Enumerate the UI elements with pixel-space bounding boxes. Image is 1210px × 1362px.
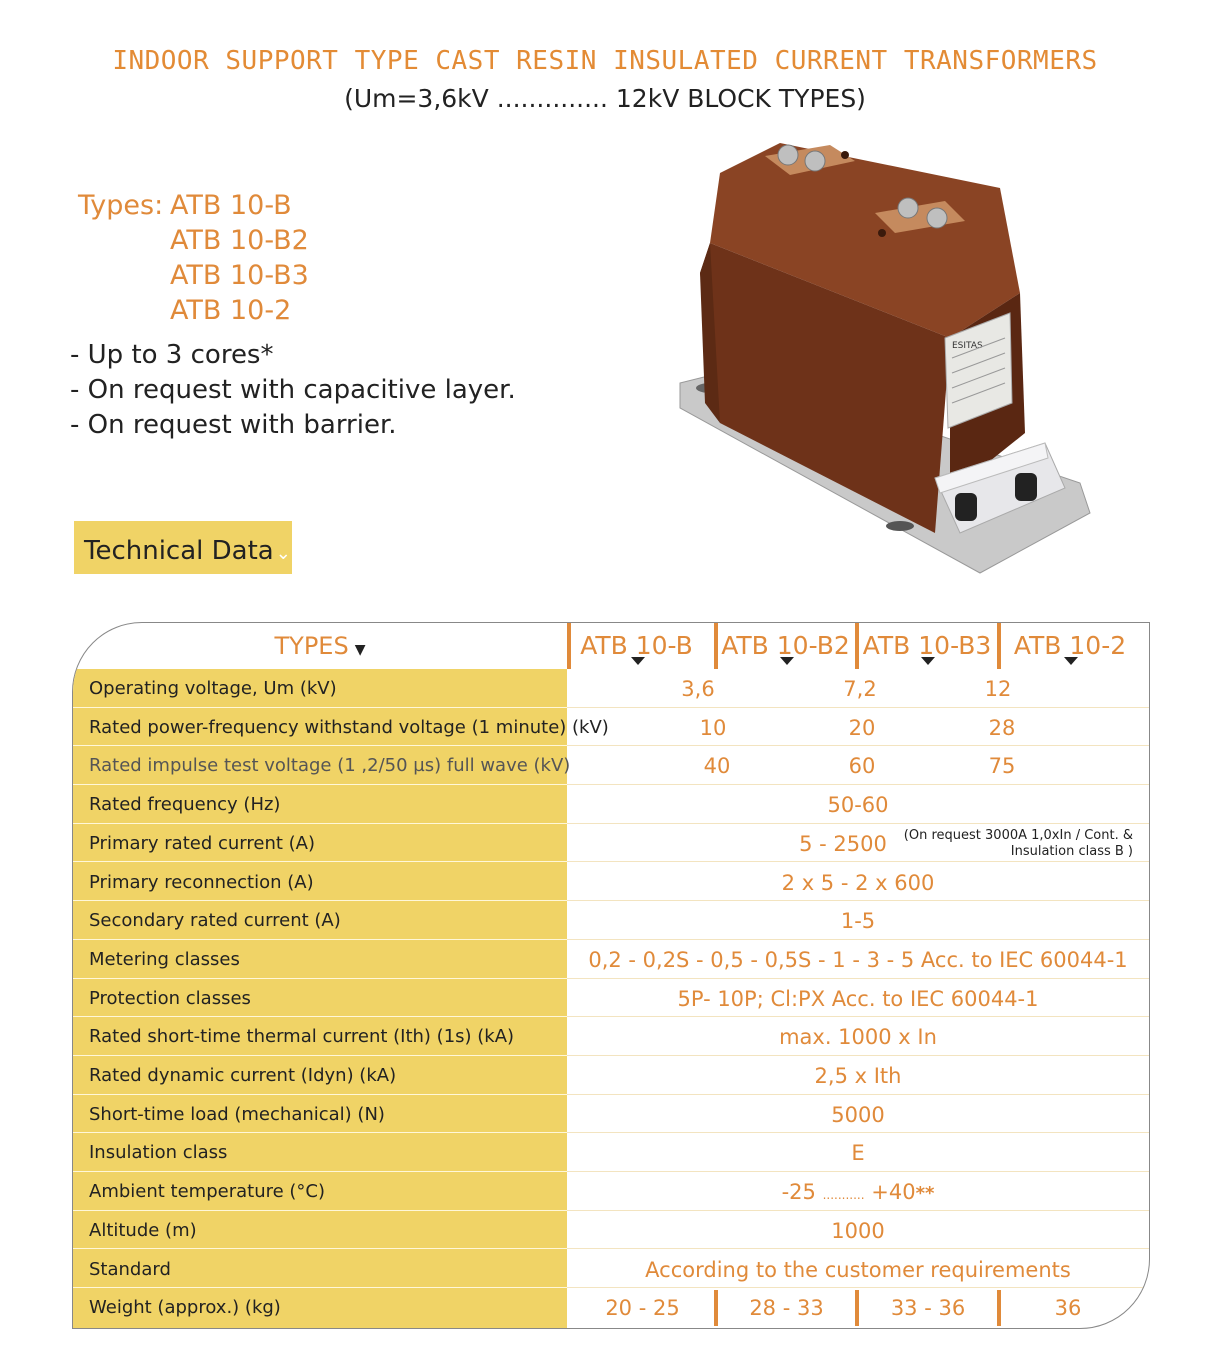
technical-data-table: [72, 622, 1150, 1329]
table-row: [73, 1095, 1149, 1134]
row-value: 2 x 5 - 2 x 600: [781, 870, 935, 895]
table-row: [73, 785, 1149, 824]
row-value: 1000: [831, 1218, 885, 1243]
caret-down-icon: [1064, 657, 1078, 665]
page-subtitle: (Um=3,6kV .............. 12kV BLOCK TYPES): [344, 84, 866, 113]
row-value: E: [851, 1141, 865, 1166]
table-row: [73, 1017, 1149, 1056]
row-value: 5000: [831, 1102, 885, 1127]
table-row: [73, 1288, 1149, 1327]
row-value: 20 - 25: [605, 1296, 680, 1321]
technical-data-label: Technical Data: [84, 536, 274, 566]
feature-item: - On request with capacitive layer.: [70, 375, 516, 405]
table-row: [73, 940, 1149, 979]
row-label: Rated short-time thermal current (Ith) (1s) (kA): [89, 1026, 515, 1048]
row-label: Rated frequency (Hz): [89, 794, 281, 816]
table-row: [73, 1250, 1149, 1289]
table-row: [73, 669, 1149, 708]
product-image: [660, 133, 1120, 583]
table-row: [73, 863, 1149, 902]
row-label: Rated power-frequency withstand voltage (1 minute) (kV): [89, 716, 609, 738]
row-value: According to the customer requirements: [645, 1257, 1071, 1282]
row-value: 3,6: [681, 677, 715, 701]
row-value: 2,5 x Ith: [814, 1064, 902, 1088]
row-value: 20: [848, 715, 876, 740]
column-header-atb-10-b2: ATB 10-B2: [718, 623, 853, 669]
row-value: 10: [699, 715, 727, 740]
types-list: [78, 188, 309, 328]
table-row: [73, 901, 1149, 940]
feature-item: - On request with barrier.: [70, 410, 397, 440]
column-header-atb-10-b: ATB 10-B: [571, 623, 702, 669]
row-label: Secondary rated current (A): [89, 910, 341, 932]
row-label: Primary reconnection (A): [89, 871, 314, 893]
row-value: 28 - 33: [749, 1296, 824, 1321]
row-label: Altitude (m): [89, 1219, 197, 1241]
table-row: [73, 708, 1149, 747]
caret-down-icon: [921, 657, 935, 665]
row-value: 28: [988, 715, 1016, 740]
row-value: 33 - 36: [890, 1296, 966, 1321]
caret-down-icon: [780, 657, 794, 665]
row-value: 50-60: [827, 793, 889, 818]
row-value: 5 - 2500: [799, 831, 887, 856]
row-value: 12: [984, 677, 1012, 701]
row-value: 7,2: [843, 677, 877, 701]
row-value: 75: [988, 754, 1016, 779]
row-value: 36: [1054, 1296, 1082, 1321]
row-value: max. 1000 x In: [779, 1025, 937, 1050]
row-label: Standard: [89, 1258, 171, 1280]
row-note: (On request 3000A 1,0xIn / Cont. & Insulation class B ): [903, 827, 1133, 859]
row-label: Operating voltage, Um (kV): [89, 678, 337, 699]
row-value: 60: [848, 754, 876, 779]
types-label: Types:: [78, 190, 164, 221]
row-label: Protection classes: [89, 987, 251, 1009]
caret-down-icon: ▼: [354, 642, 366, 658]
row-label: Rated impulse test voltage (1 ,2/50 µs) full wave (kV): [89, 755, 571, 777]
type-item: ATB 10-2: [170, 295, 292, 326]
type-item: ATB 10-B3: [170, 260, 309, 291]
row-label: Primary rated current (A): [89, 832, 316, 854]
chevron-down-icon: ⌄: [275, 543, 291, 564]
feature-item: - Up to 3 cores*: [70, 340, 274, 370]
row-value: 1-5: [840, 909, 876, 934]
table-row: [73, 746, 1149, 785]
row-value: -25 ........... +40**: [781, 1180, 935, 1205]
table-header: [73, 623, 1149, 669]
column-header-atb-10-b3: ATB 10-B3: [859, 623, 995, 669]
row-value: 40: [703, 754, 731, 779]
row-label: Rated dynamic current (Idyn) (kA): [89, 1065, 397, 1086]
nameplate-brand: ESITAS: [952, 341, 983, 351]
table-row: [73, 979, 1149, 1018]
row-label: Ambient temperature (°C): [89, 1181, 326, 1203]
column-header-atb-10-2: ATB 10-2: [1001, 623, 1139, 669]
type-item: ATB 10-B2: [170, 225, 309, 256]
features-list: [70, 338, 516, 443]
row-label: Metering classes: [89, 948, 240, 970]
row-label: Insulation class: [89, 1142, 228, 1164]
page-title: INDOOR SUPPORT TYPE CAST RESIN INSULATED CURRENT TRANSFORMERS: [112, 46, 1098, 76]
row-label: Weight (approx.) (kg): [89, 1297, 281, 1319]
table-row: [73, 1211, 1149, 1250]
row-value: 0,2 - 0,2S - 0,5 - 0,5S - 1 - 3 - 5 Acc. to IEC 60044-1: [588, 947, 1128, 972]
table-row: [73, 1133, 1149, 1172]
types-header: TYPES ▼: [274, 632, 366, 660]
row-label: Short-time load (mechanical) (N): [89, 1103, 385, 1125]
caret-down-icon: [631, 657, 645, 665]
row-value: 5P- 10P; Cl:PX Acc. to IEC 60044-1: [677, 986, 1039, 1011]
table-row: [73, 824, 1149, 863]
table-row: [73, 1056, 1149, 1095]
technical-data-button[interactable]: [74, 521, 292, 574]
type-item: ATB 10-B: [170, 190, 292, 221]
table-row: [73, 1172, 1149, 1211]
